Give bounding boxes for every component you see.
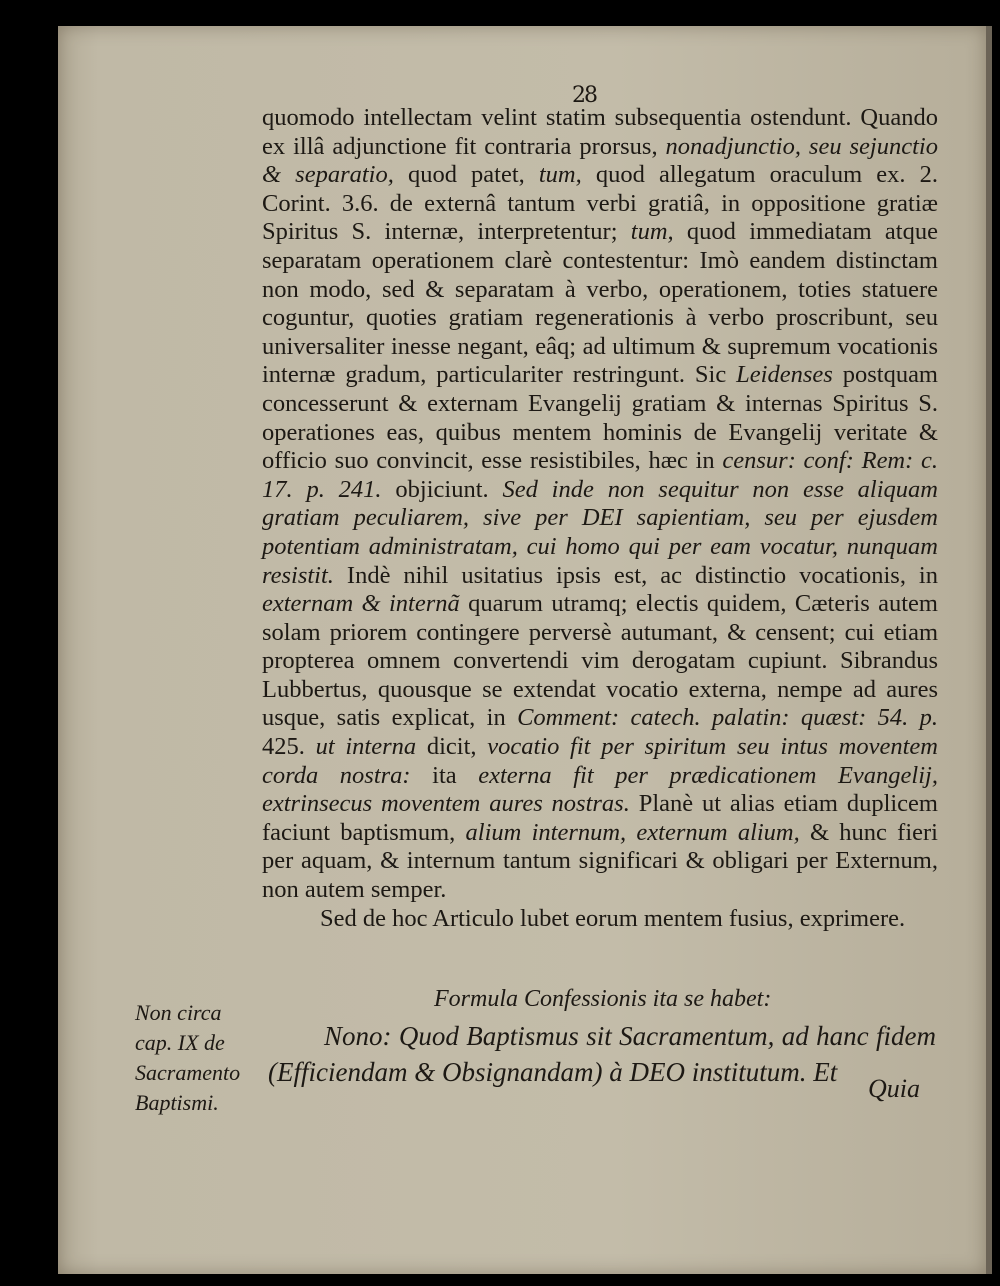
main-paragraph	[262, 104, 938, 905]
text-run: postquam concesserunt & externam Evangelij gratiam & internas Spiritus S. operationes eas, quibus mentem hominis de Evangelij veritate & officio suo convincit, esse resistibiles, hæc in	[262, 361, 938, 475]
text-run-italic: nonadjunctio, seu sejunctio & separatio,	[262, 132, 938, 189]
margin-note-line: Sacramento	[135, 1060, 241, 1085]
citation: censur: conf: Rem: c. 17. p. 241.	[262, 447, 938, 503]
main-text-block	[262, 104, 938, 933]
margin-note-line: Non circa	[135, 1000, 222, 1025]
text-run-italic: tum,	[630, 218, 674, 246]
text-run: quod patet,	[393, 161, 539, 189]
closing-paragraph: Sed de hoc Articulo lubet eorum mentem fusius, exprimere.	[320, 904, 906, 932]
text-run-italic: tum,	[538, 161, 582, 189]
page-edge	[986, 26, 992, 1274]
text-run: quod immediatam atque separatam operationem clarè contestentur: Imò eandem distinctam non modo, sed & separatam à verbo, operationem, toties statuere coguntur, quoties gratiam regenerationis à verbo proscribunt, seu universaliter inesse negant, eâq; ad ultimum & supremum vocationis internæ gradum, particulariter restringunt. Sic	[262, 218, 938, 389]
text-run-italic: externam & internã	[262, 590, 460, 618]
article-nono	[268, 1018, 936, 1090]
citation: Comment: catech. palatin: quæst: 54. p.	[517, 704, 938, 732]
page-number: 28	[572, 83, 596, 108]
margin-note-line: Baptismi.	[135, 1090, 219, 1115]
quotation: vocatio fit per spiritum seu intus moventem corda nostra:	[262, 733, 938, 789]
quotation: Sed inde non sequitur non esse aliquam gratiam peculiarem, sive per DEI sapientiam, seu per ejusdem potentiam administratam, cui homo qui per eam vocatur, nunquam resistit.	[262, 475, 938, 589]
article-label: Nono:	[324, 1021, 392, 1051]
formula-heading: Formula Confessionis ita se habet:	[434, 986, 772, 1012]
article-trailing: Et	[813, 1057, 838, 1087]
text-run-italic: alium internum, externum alium,	[465, 818, 800, 846]
text-run: quomodo intellectam velint statim subsequentia ostendunt. Quando ex illâ adjunctione fit contraria prorsus,	[262, 104, 938, 160]
text-run: Planè ut alias etiam duplicem faciunt baptismum,	[262, 790, 938, 846]
text-run: quod allegatum oraculum ex. 2. Corint. 3.6. de externâ tantum verbi gratiâ, in oppositione gratiæ Spiritus S. internæ, interpretentur;	[262, 161, 938, 246]
text-run: dicit,	[416, 733, 488, 761]
text-run: Indè nihil usitatius ipsis est, ac distinctio vocationis, in	[333, 561, 938, 589]
text-run-italic: ut interna	[315, 733, 417, 761]
margin-note	[135, 998, 261, 1118]
quotation: externa fit per prædicationem Evangelij, extrinsecus moventem aures nostras.	[262, 761, 938, 818]
text-run-italic: Leidenses	[736, 361, 833, 389]
text-run: quarum utramq; electis quidem, Cæteris autem solam priorem contingere perversè autumant, & censent; cui etiam propterea omnem convertendi vim derogatam cupiunt. Sibrandus Lubbertus, quousque se extendat vocatio externa, nempe ad aures usque, satis explicat, in	[262, 590, 938, 732]
catchword: Quia	[868, 1074, 920, 1103]
text-run: 425.	[262, 733, 316, 761]
text-run: objiciunt.	[381, 475, 503, 503]
text-run: & hunc fieri per aquam, & internum tantum significari & obligari per Externum, non autem semper.	[262, 818, 938, 904]
margin-note-line: cap. IX de	[135, 1030, 225, 1055]
article-text: Quod Baptismus sit Sacramentum, ad hanc fidem (Efficiendam & Obsignandam) à DEO institutum.	[268, 1021, 937, 1087]
text-run: ita	[410, 761, 479, 789]
